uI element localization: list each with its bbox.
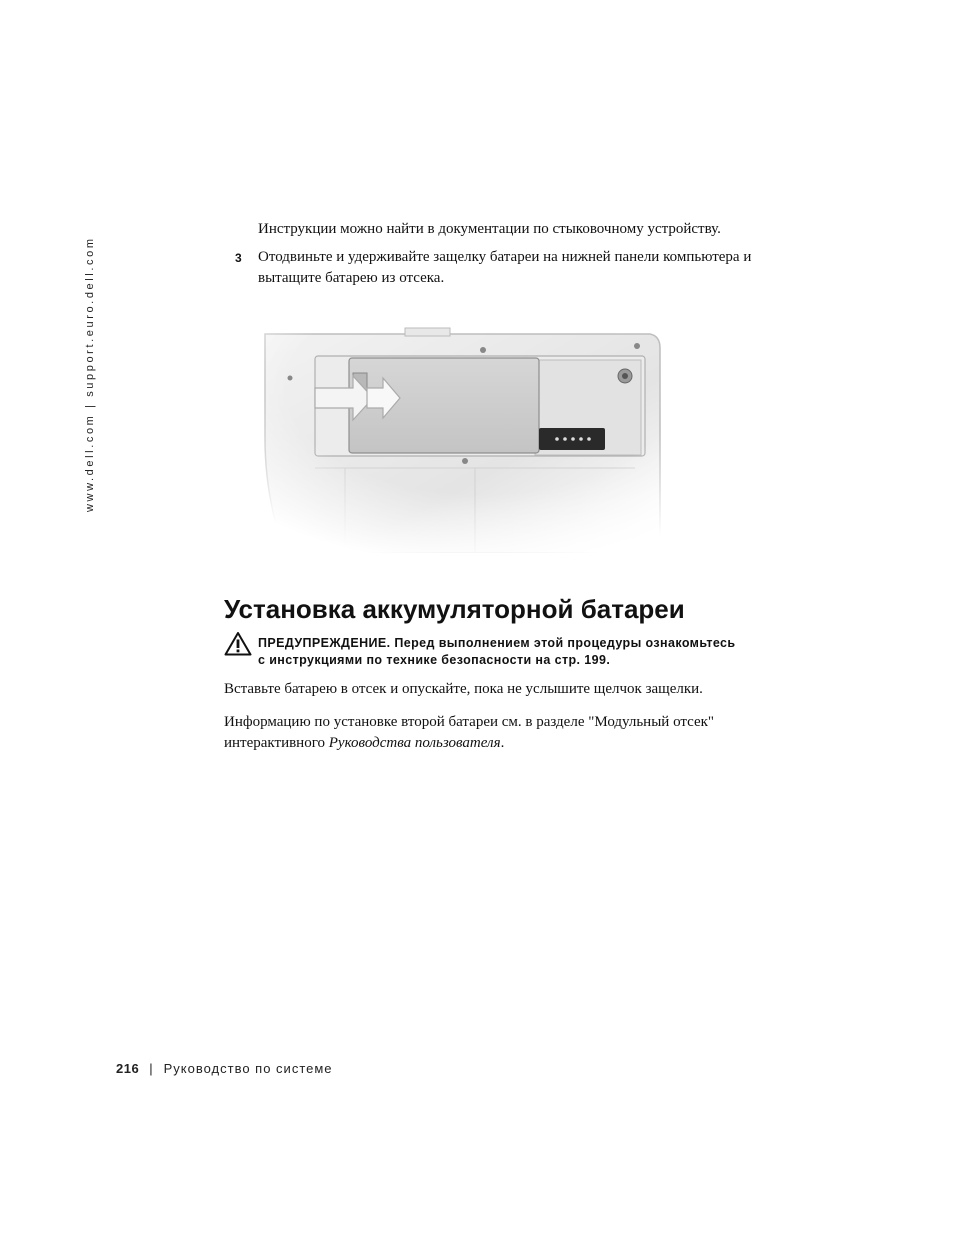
docking-instructions-text: Инструкции можно найти в документации по стыковочному устройству. [258, 221, 721, 237]
footer-separator: | [149, 1061, 154, 1076]
warning-line1: ПРЕДУПРЕЖДЕНИЕ. Перед выполнением этой процедуры ознакомьтесь [258, 636, 736, 650]
sidebar-url: www.dell.com | support.euro.dell.com [84, 236, 96, 512]
step3-line2: вытащите батарею из отсека. [258, 270, 445, 286]
second-battery-info-text [224, 712, 714, 754]
battery-removal-illustration [245, 318, 675, 553]
page-footer [116, 1061, 333, 1076]
info-line2-suffix: . [500, 735, 505, 751]
warning-line2: с инструкциями по технике безопасности на стр. 199. [258, 653, 611, 667]
info-line1: Информацию по установке второй батареи см. в разделе "Модульный отсек" [224, 714, 715, 730]
step3-text [258, 247, 751, 289]
section-title: Установка аккумуляторной батареи [224, 594, 685, 624]
insert-battery-text: Вставьте батарею в отсек и опускайте, пока не услышите щелчок защелки. [224, 681, 703, 697]
warning-triangle-icon [224, 631, 252, 656]
footer-title: Руководство по системе [163, 1061, 333, 1076]
page-number: 216 [116, 1061, 140, 1076]
step3-line1: Отодвиньте и удерживайте защелку батареи на нижней панели компьютера и [258, 249, 752, 265]
warning-text [258, 635, 735, 669]
user-guide-title: Руководства пользователя [328, 735, 501, 751]
info-line2-prefix: интерактивного [224, 735, 329, 751]
step-number: 3 [235, 251, 242, 265]
